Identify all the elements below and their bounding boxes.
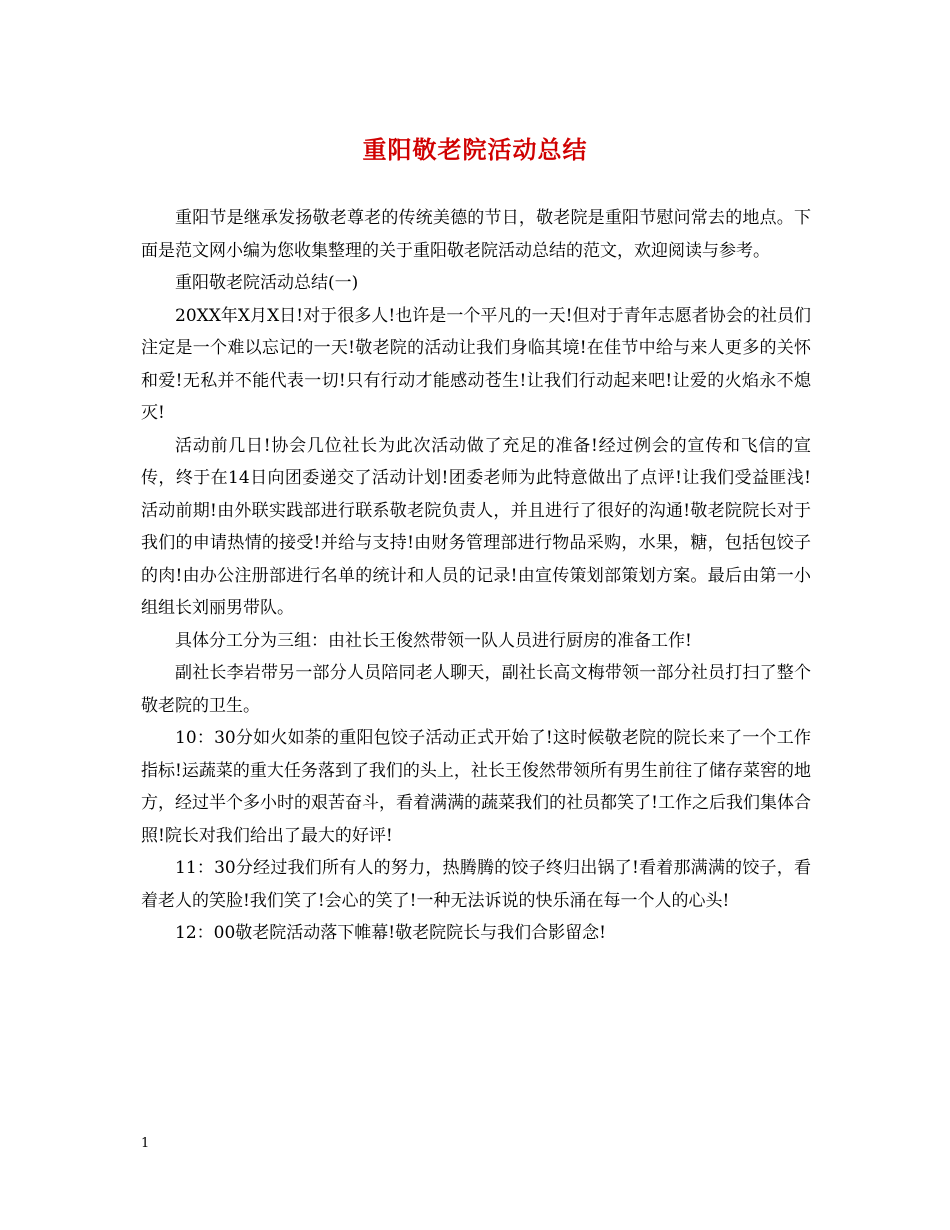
body-paragraph: 10：30分如火如荼的重阳包饺子活动正式开始了!这时候敬老院的院长来了一个工作指标!运蔬菜的重大任务落到了我们的头上，社长王俊然带领所有男生前往了储存菜窖的地方，经过半个多小时的艰苦奋斗，看着满满的蔬菜我们的社员都笑了!工作之后我们集体合照!院长对我们给出了最大的好评! xyxy=(141,728,811,846)
body-paragraph: 活动前几日!协会几位社长为此次活动做了充足的准备!经过例会的宣传和飞信的宣传，终于在14日向团委递交了活动计划!团委老师为此特意做出了点评!让我们受益匪浅!活动前期!由外联实践部进行联系敬老院负责人，并且进行了很好的沟通!敬老院院长对于我们的申请热情的接受!并给与支持!由财务管理部进行物品采购，水果，糖，包括包饺子的肉!由办公注册部进行名单的统计和人员的记录!由宣传策划部策划方案。最后由第一小组组长刘丽男带队。 xyxy=(141,435,811,618)
body-paragraph: 11：30分经过我们所有人的努力，热腾腾的饺子终归出锅了!看着那满满的饺子，看着老人的笑脸!我们笑了!会心的笑了!一种无法诉说的快乐涌在每一个人的心头! xyxy=(141,858,811,911)
intro-paragraph: 重阳节是继承发扬敬老尊老的传统美德的节日，敬老院是重阳节慰问常去的地点。下面是范文网小编为您收集整理的关于重阳敬老院活动总结的范文，欢迎阅读与参考。 xyxy=(141,208,811,261)
body-paragraph: 20XX年X月X日!对于很多人!也许是一个平凡的一天!但对于青年志愿者协会的社员们注定是一个难以忘记的一天!敬老院的活动让我们身临其境!在佳节中给与来人更多的关怀和爱!无私并不能代表一切!只有行动才能感动苍生!让我们行动起来吧!让爱的火焰永不熄灭! xyxy=(141,305,811,423)
body-paragraph: 12：00敬老院活动落下帷幕!敬老院院长与我们合影留念! xyxy=(175,923,606,943)
section-heading: 重阳敬老院活动总结(一) xyxy=(175,273,359,293)
page-title: 重阳敬老院活动总结 xyxy=(362,135,588,164)
page-number: 1 xyxy=(141,1136,150,1151)
body-paragraph: 具体分工分为三组：由社长王俊然带领一队人员进行厨房的准备工作! xyxy=(175,630,692,651)
document-body xyxy=(141,202,811,950)
body-paragraph: 副社长李岩带另一部分人员陪同老人聊天，副社长高文梅带领一部分社员打扫了整个敬老院的卫生。 xyxy=(141,663,811,716)
